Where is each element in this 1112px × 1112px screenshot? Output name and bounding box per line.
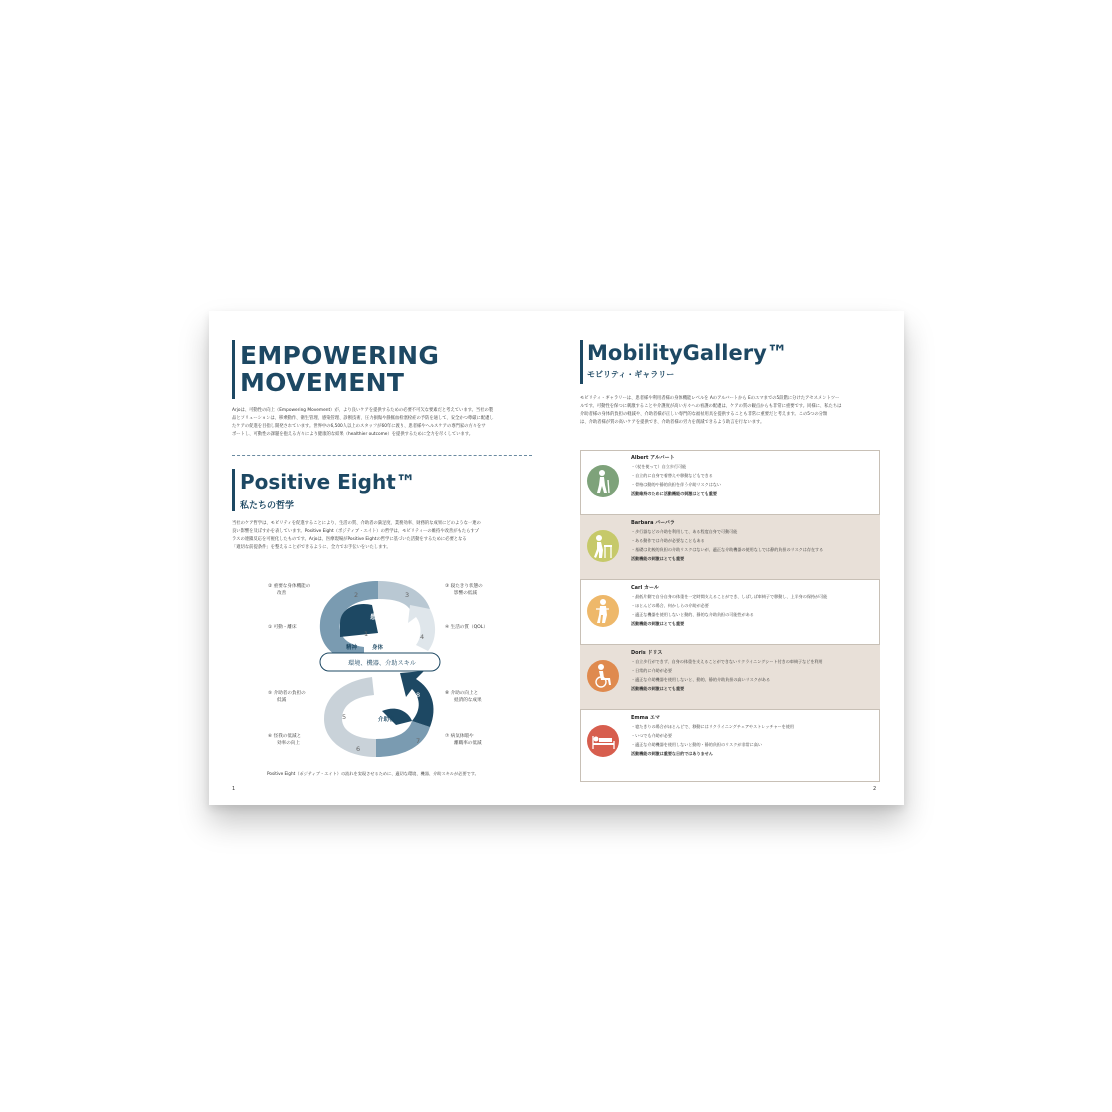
- card-line: ・適正な機器を使用しないと動的、静的な介助負担の可能性がある: [631, 612, 754, 617]
- gallery-intro: [580, 395, 890, 427]
- card-name: Doris ドリス: [631, 650, 663, 656]
- philosophy-line: 「適切な前提条件」を整えることができるように、全力でお手伝いをいたします。: [232, 545, 391, 550]
- card-emphasis: 活動機能の刺激は重要な日的ではありません: [631, 751, 713, 756]
- center-capsule-label: 環境、機器、介助スキル: [348, 660, 416, 667]
- upper-right-arrow: [408, 605, 435, 651]
- philosophy-paragraph: [232, 520, 542, 552]
- card-carl: [580, 580, 880, 645]
- card-name: Albert アルバート: [631, 455, 675, 461]
- card-line: ・（杖を使って）自立歩行可能: [631, 464, 687, 469]
- section-accent-bar: [232, 469, 235, 511]
- philosophy-line: 当社のケア哲学は、モビリティを促進することにより、生活の質、介助者の満足度、業務効率、財務的な成果にどのような一連の: [232, 521, 481, 526]
- card-line: ・適正な介助機器を使用しないと動的・静的負担のリスクが非常に高い: [631, 742, 762, 747]
- card-albert: [580, 450, 880, 515]
- card-emma: [580, 710, 880, 775]
- card-line: ・いつでも介助が必要: [631, 733, 672, 738]
- page-title-line2: MOVEMENT: [240, 368, 405, 397]
- intro-line: Arjoは、可動性の向上（Empowering Movement）が、より良いケアを提供するための必要不可欠な要素だと考えています。当社の製: [232, 408, 494, 413]
- philosophy-line: ラスの連鎖反応を可視化したものです。Arjoは、医療現場がPositive Eightの哲学に基づいた活動をするために必要となる: [232, 537, 467, 542]
- step-8-label: ⑧ 介助の向上と 経済的な成果: [445, 691, 482, 703]
- card-line: ・自立歩行ができず、自身の体重を支えることができないリクライニングシート付きの車椅子などを利用: [631, 659, 823, 664]
- page-number-right: 2: [873, 786, 877, 792]
- philosophy-line: 良い影響を及ぼすかを表しています。Positive Eight（ポジティブ・エイト）の哲学は、モビリティーの維持や改善がもたらすプ: [232, 529, 479, 534]
- positive-eight-title: Positive Eight™: [240, 470, 416, 494]
- step-3-label: ③ 寝たきり状態の 影響の低減: [445, 584, 483, 596]
- svg-text:3: 3: [405, 591, 410, 599]
- card-line: ・ある動作では介助が必要なこともある: [631, 538, 705, 543]
- diagram-caption: Positive Eight（ポジティブ・エイト）の流れを実現させるために、適切な環境、機器、介助スキルが必要です。: [267, 771, 479, 776]
- step-2-label: ② 重要な身体機能の 改善: [268, 584, 311, 596]
- card-line: ・基礎は比較的負担の介助リスクはないが、適正な介助機器の使用なしでは静的負担のリスクは存在する: [631, 547, 824, 552]
- svg-text:4: 4: [420, 633, 425, 641]
- step-1-label: ① 可動・離床: [268, 625, 297, 630]
- intro-line: 品とソリューションは、移乗動作、衛生管理、感染管理、診断技術、圧力損傷や静脈血栓塞栓症の予防を通して、安全かつ尊厳に配慮し: [232, 416, 494, 421]
- step-5-label: ⑤ 介助者の負担の 低減: [268, 691, 306, 703]
- card-doris: [580, 645, 880, 710]
- page-number-left: 1: [232, 786, 236, 792]
- card-line: ・日常的に介助が必要: [631, 668, 672, 673]
- gallery-subtitle: モビリティ・ギャラリー: [587, 370, 675, 379]
- intro-line: ポートし、可動性の課題を抱える方々により健康的な結果（healthier outcome）を提供するために全力を尽くしています。: [232, 432, 474, 437]
- gallery-accent-bar: [580, 340, 583, 384]
- svg-text:8: 8: [416, 691, 421, 699]
- patient-label: 患者/入居者: [370, 614, 403, 621]
- walker-icon: [587, 530, 619, 562]
- wheelchair-icon: [587, 660, 619, 692]
- card-emphasis: 活動機能の刺激はとても重要: [631, 556, 685, 561]
- lower-left-segment: [324, 677, 376, 757]
- card-emphasis: 活動機能の刺激はとても重要: [631, 686, 685, 691]
- brochure-spread: [209, 311, 904, 805]
- section-divider: [232, 455, 532, 456]
- step-4-label: ④ 生活の質（QOL）: [445, 625, 488, 630]
- svg-text:1: 1: [364, 630, 369, 638]
- svg-text:5: 5: [342, 713, 347, 721]
- card-name: Barbara バーバラ: [631, 520, 675, 526]
- intro-line: たケアの促進を目指し開発されています。世界中の6,500人以上のスタッフが60年に渡り、患者様やヘルスケアの専門家の方々をサ: [232, 424, 486, 429]
- positive-eight-subtitle: 私たちの哲学: [240, 501, 295, 511]
- card-name: Carl カール: [631, 585, 659, 591]
- gallery-intro-line: 介助者様の身体的負担の軽減や、介助者様が正しい専門的な福祉用具を提供することも非常に重要だと考えます。この5つの分類: [580, 412, 828, 417]
- walking-cane-icon: [587, 465, 619, 497]
- card-emphasis: 活動機能の刺激はとても重要: [631, 621, 685, 626]
- svg-text:6: 6: [356, 745, 361, 753]
- positive-eight-diagram: [312, 575, 448, 763]
- card-line: ・寝たきりの場合がほとんどで、移動にはリクライニングチェアやストレッチャーを使用: [631, 724, 794, 729]
- card-name: Emma エマ: [631, 715, 660, 721]
- card-line: ・適正な介助機器を使用しないと、動的、静的介助負担の高いリスクがある: [631, 677, 771, 682]
- title-accent-bar: [232, 340, 235, 399]
- step-6-label: ⑥ 怪我の低減と 効率の向上: [268, 734, 302, 746]
- standing-assist-icon: [587, 595, 619, 627]
- page-title-line1: EMPOWERING: [240, 341, 440, 370]
- card-line: ・歩行器などの介助を利用して、ある程度自身で可動可能: [631, 529, 738, 534]
- card-line: ・骨格は動的や静的負担を伴う介助リスクはない: [631, 482, 721, 487]
- card-barbara: [580, 515, 880, 580]
- intro-paragraph: [232, 407, 542, 439]
- lower-bottom-segment: [376, 721, 430, 757]
- gallery-intro-line: モビリティ・ギャラリーは、患者様や利用者様の身体機能レベルを Aのアルバートから Eのエマまでの5段階に分けたアセスメントツー: [580, 396, 840, 401]
- gallery-intro-line: ルです。可動性を保つに刺激することや介護度が高い方々への看護の配慮は、ケアの質の観点からも非常に重要です。同様に、私たちは: [580, 404, 842, 409]
- card-line: ・自立的に自身で着替えや移動などもできる: [631, 473, 713, 478]
- card-line: ・最低片側で自分自身の体重を一定時間支えることができ、しばしば車椅子で移動し、上半身の保持が可能: [631, 594, 828, 599]
- gallery-intro-line: は、介助者様が質の高いケアを提供でき、介助者様の労力を削減できるよう助言を行ないます。: [580, 420, 765, 425]
- caregiver-label: 介助者: [378, 717, 395, 723]
- svg-text:7: 7: [416, 737, 421, 745]
- svg-text:2: 2: [354, 591, 359, 599]
- bed-icon: [587, 725, 619, 757]
- mind-label: 精神: [346, 645, 358, 651]
- card-line: ・ほとんどの場合、何かしらの介助が必要: [631, 603, 709, 608]
- card-emphasis: 活動維持のために活動機能の刺激はとても重要: [631, 491, 717, 496]
- gallery-title: MobilityGallery™: [587, 341, 788, 365]
- step-7-label: ⑦ 病気休暇や 離職率の低減: [445, 734, 482, 746]
- body-label: 身体: [372, 645, 384, 651]
